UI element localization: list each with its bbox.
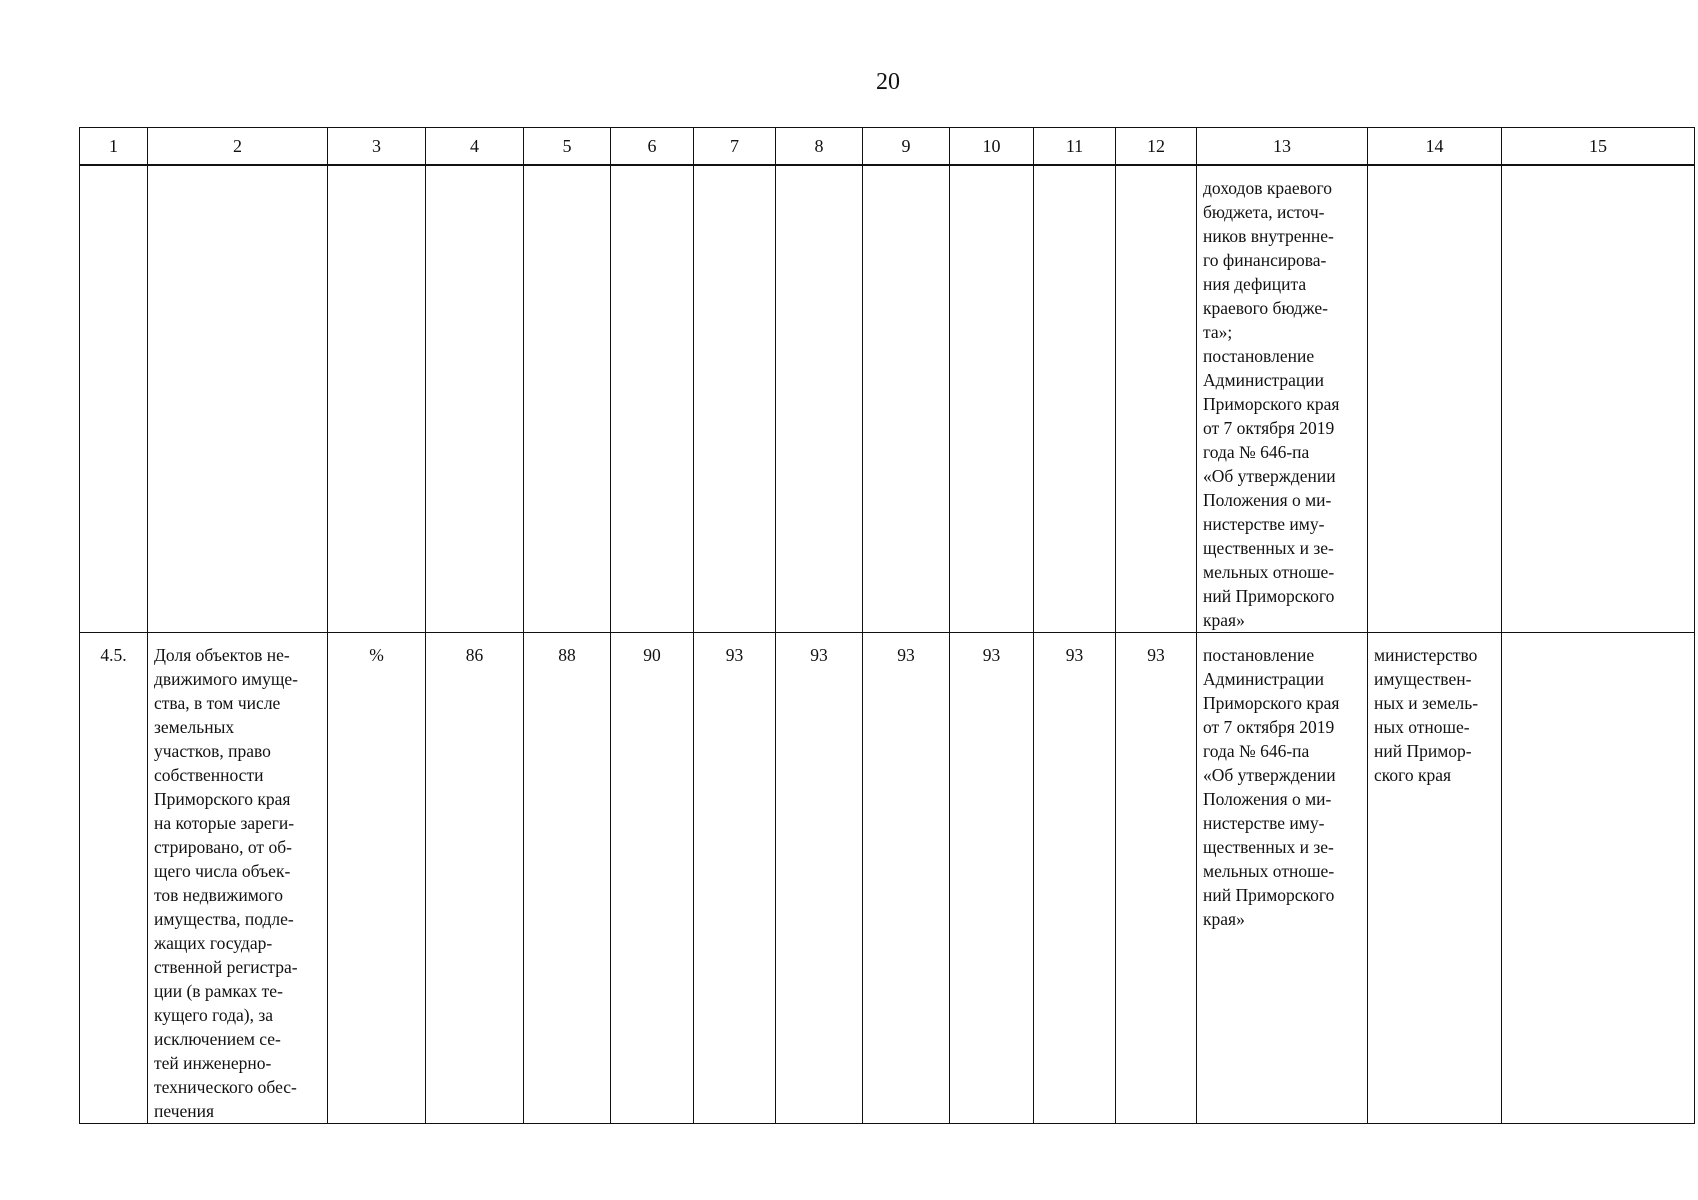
- value-cell: 93: [982, 645, 1001, 665]
- table-cell: [1116, 165, 1197, 633]
- indicator-name: Доля объектов не- движимого имуще- ства, в том числе земельных участков, право собственности Приморского края на которые зареги- стрировано, от об- щего числа объек- тов недвижимого имущества, подле- жащих государ- ственной регистра- ции (в рамках те- кущего года), за исключением се- тей инженерно- технического обес- печения: [154, 645, 298, 1121]
- responsible-body: министерство имуществен- ных и земель- ных отноше- ний Примор- ского края: [1374, 645, 1479, 785]
- header-row: [80, 128, 1695, 166]
- table-cell: [80, 165, 148, 633]
- column-header: 8: [776, 128, 863, 166]
- table-cell: [1034, 633, 1116, 1124]
- table-cell: [524, 165, 611, 633]
- table-cell: [328, 165, 426, 633]
- table-row-continued: [80, 165, 1695, 633]
- column-header: 5: [524, 128, 611, 166]
- table-cell: [426, 633, 524, 1124]
- column-header: 13: [1197, 128, 1368, 166]
- column-header: 15: [1502, 128, 1695, 166]
- table-cell: [863, 633, 950, 1124]
- table-cell: [1502, 165, 1695, 633]
- indicators-table: [79, 127, 1695, 1124]
- table-row-4-5: [80, 633, 1695, 1124]
- legal-basis-text: постановление Администрации Приморского края от 7 октября 2019 года № 646-па «Об утверждении Положения о ми- нистерстве иму- щественных и зе- мельных отноше- ний Приморского края»: [1203, 645, 1340, 929]
- value-cell: 93: [1065, 645, 1084, 665]
- legal-basis-text: доходов краевого бюджета, источ- ников внутренне- го финансирова- ния дефицита краевого бюдже- та»; постановление Администрации Приморского края от 7 октября 2019 года № 646-па «Об утверждении Положения о ми- нистерстве иму- щественных и зе- мельных отноше- ний Приморского края»: [1203, 178, 1340, 630]
- column-header: 11: [1034, 128, 1116, 166]
- table-cell: [863, 165, 950, 633]
- column-header: 6: [611, 128, 694, 166]
- value-cell: 93: [1147, 645, 1165, 665]
- table-cell: [776, 165, 863, 633]
- column-header: 10: [950, 128, 1034, 166]
- column-header: 7: [694, 128, 776, 166]
- column-header: 9: [863, 128, 950, 166]
- value-cell: 93: [725, 645, 744, 665]
- table-cell: [950, 165, 1034, 633]
- table-cell: [1502, 633, 1695, 1124]
- table-cell: [1034, 165, 1116, 633]
- table-cell: [776, 633, 863, 1124]
- value-cell: 88: [558, 645, 576, 665]
- column-header: 12: [1116, 128, 1197, 166]
- table-cell: [611, 633, 694, 1124]
- table-cell: [1368, 633, 1502, 1124]
- row-number: 4.5.: [100, 645, 127, 665]
- table-cell: [611, 165, 694, 633]
- table-cell: [328, 633, 426, 1124]
- value-cell: 90: [643, 645, 661, 665]
- table-cell: [148, 633, 328, 1124]
- table-cell: [80, 633, 148, 1124]
- value-cell: 93: [810, 645, 828, 665]
- value-cell: 86: [465, 645, 484, 665]
- table-cell: [694, 165, 776, 633]
- column-header: 2: [148, 128, 328, 166]
- unit: %: [369, 645, 384, 665]
- table-cell: [1197, 165, 1368, 633]
- table-cell: [950, 633, 1034, 1124]
- column-header: 3: [328, 128, 426, 166]
- column-header: 1: [80, 128, 148, 166]
- col15-text: [1502, 633, 1694, 643]
- value-cell: 93: [897, 645, 915, 665]
- column-header: 14: [1368, 128, 1502, 166]
- column-header: 4: [426, 128, 524, 166]
- page-number: 20: [876, 69, 900, 95]
- table-cell: [1368, 165, 1502, 633]
- table-cell: [694, 633, 776, 1124]
- table-cell: [1116, 633, 1197, 1124]
- table-cell: [524, 633, 611, 1124]
- table-cell: [148, 165, 328, 633]
- table-cell: [1197, 633, 1368, 1124]
- table-cell: [426, 165, 524, 633]
